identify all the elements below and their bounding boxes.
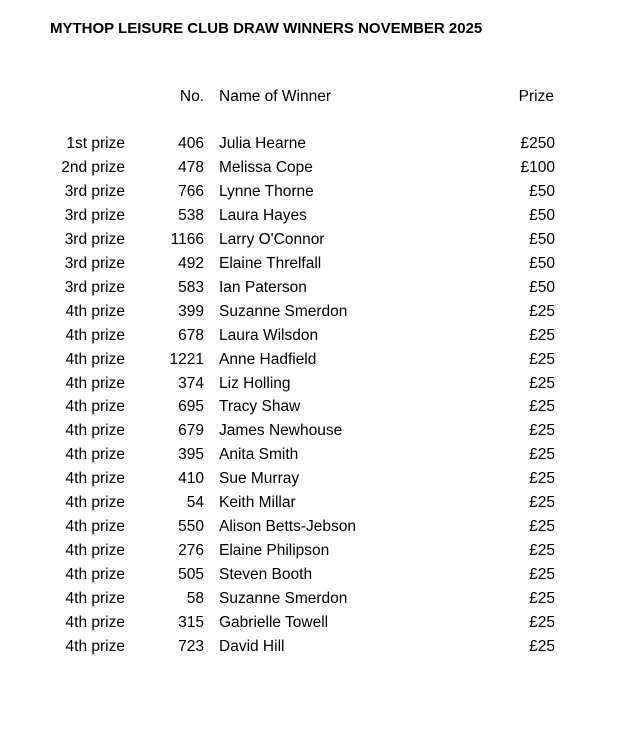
header-number: No. <box>179 88 204 105</box>
table-row <box>0 228 625 252</box>
winner-name-cell: Alison Betts-Jebson <box>219 518 356 536</box>
prize-amount-cell: £25 <box>529 398 555 416</box>
prize-amount-cell: £25 <box>529 446 555 464</box>
table-row <box>0 348 625 372</box>
ticket-number-cell: 399 <box>178 302 204 320</box>
prize-label-cell: 4th prize <box>65 614 125 631</box>
prize-amount-cell: £25 <box>529 518 555 536</box>
winner-name-cell: James Newhouse <box>219 422 343 440</box>
ticket-number-cell: 1166 <box>170 230 204 248</box>
table-row <box>0 395 625 419</box>
prize-amount-cell: £25 <box>529 614 555 631</box>
table-row <box>0 252 625 276</box>
winner-name-cell: David Hill <box>219 637 285 655</box>
prize-label-cell: 3rd prize <box>64 230 125 248</box>
winner-name-cell: Suzanne Smerdon <box>219 590 348 608</box>
prize-amount-cell: £50 <box>529 278 555 296</box>
winner-name-cell: Keith Millar <box>219 494 296 512</box>
table-row <box>0 587 625 611</box>
prize-label-cell: 3rd prize <box>64 278 125 296</box>
prize-amount-cell: £25 <box>529 637 555 655</box>
prize-amount-cell: £50 <box>529 230 555 248</box>
ticket-number-cell: 550 <box>178 518 204 536</box>
ticket-number-cell: 58 <box>186 590 204 608</box>
winner-name-cell: Julia Hearne <box>219 135 307 152</box>
table-row <box>0 204 625 228</box>
prize-label-cell: 4th prize <box>65 302 125 320</box>
ticket-number-cell: 410 <box>178 470 204 488</box>
table-row <box>0 635 625 659</box>
ticket-number-cell: 276 <box>178 542 204 560</box>
winner-name-cell: Ian Paterson <box>219 278 307 296</box>
table-row <box>0 276 625 300</box>
winner-name-cell: Suzanne Smerdon <box>219 302 348 320</box>
table-row <box>0 324 625 348</box>
winner-name-cell: Anita Smith <box>219 446 299 464</box>
ticket-number-cell: 723 <box>178 637 204 655</box>
prize-label-cell: 3rd prize <box>64 254 125 272</box>
prize-label-cell: 2nd prize <box>61 158 125 176</box>
ticket-number-cell: 766 <box>178 182 204 200</box>
ticket-number-cell: 54 <box>186 494 204 512</box>
header-name: Name of Winner <box>219 88 331 105</box>
header-prize: Prize <box>518 88 554 105</box>
table-row <box>0 491 625 515</box>
prize-label-cell: 4th prize <box>65 637 125 655</box>
prize-amount-cell: £100 <box>520 158 555 176</box>
ticket-number-cell: 678 <box>178 326 204 344</box>
ticket-number-cell: 478 <box>178 158 204 176</box>
ticket-number-cell: 679 <box>178 422 204 440</box>
prize-amount-cell: £25 <box>529 590 555 608</box>
prize-amount-cell: £25 <box>529 326 555 344</box>
prize-label-cell: 4th prize <box>65 350 125 368</box>
table-row <box>0 419 625 443</box>
table-row <box>0 132 625 156</box>
prize-label-cell: 4th prize <box>65 518 125 536</box>
prize-label-cell: 4th prize <box>65 470 125 488</box>
ticket-number-cell: 315 <box>178 614 204 631</box>
prize-label-cell: 4th prize <box>65 422 125 440</box>
prize-amount-cell: £250 <box>520 135 555 152</box>
prize-label-cell: 1st prize <box>66 135 125 152</box>
table-row <box>0 443 625 467</box>
ticket-number-cell: 374 <box>178 374 204 392</box>
ticket-number-cell: 583 <box>178 278 204 296</box>
ticket-number-cell: 1221 <box>169 350 204 368</box>
prize-label-cell: 4th prize <box>65 326 125 344</box>
winner-name-cell: Tracy Shaw <box>219 398 301 416</box>
winner-name-cell: Liz Holling <box>219 374 291 392</box>
prize-label-cell: 4th prize <box>65 494 125 512</box>
ticket-number-cell: 695 <box>178 398 204 416</box>
prize-amount-cell: £25 <box>529 374 555 392</box>
table-row <box>0 372 625 396</box>
prize-amount-cell: £50 <box>529 254 555 272</box>
winner-name-cell: Larry O'Connor <box>219 230 325 248</box>
table-header-row <box>0 85 625 109</box>
table-row <box>0 300 625 324</box>
winner-name-cell: Melissa Cope <box>219 158 313 176</box>
table-row <box>0 611 625 635</box>
table-row <box>0 563 625 587</box>
prize-label-cell: 4th prize <box>65 446 125 464</box>
prize-amount-cell: £25 <box>529 470 555 488</box>
table-row <box>0 539 625 563</box>
prize-label-cell: 4th prize <box>65 374 125 392</box>
prize-amount-cell: £25 <box>529 350 555 368</box>
prize-label-cell: 4th prize <box>65 398 125 416</box>
winner-name-cell: Lynne Thorne <box>219 182 314 200</box>
winner-name-cell: Elaine Philipson <box>219 542 330 560</box>
ticket-number-cell: 538 <box>178 206 204 224</box>
page-title: MYTHOP LEISURE CLUB DRAW WINNERS NOVEMBER 2025 <box>50 20 483 37</box>
table-row <box>0 515 625 539</box>
winner-name-cell: Elaine Threlfall <box>219 254 322 272</box>
ticket-number-cell: 492 <box>178 254 204 272</box>
ticket-number-cell: 406 <box>178 135 204 152</box>
winner-name-cell: Anne Hadfield <box>219 350 317 368</box>
prize-amount-cell: £25 <box>529 494 555 512</box>
prize-label-cell: 4th prize <box>65 590 125 608</box>
winner-name-cell: Sue Murray <box>219 470 300 488</box>
prize-label-cell: 3rd prize <box>64 182 125 200</box>
winner-name-cell: Laura Wilsdon <box>219 326 319 344</box>
prize-amount-cell: £25 <box>529 422 555 440</box>
winner-name-cell: Gabrielle Towell <box>219 614 329 631</box>
table-row <box>0 180 625 204</box>
ticket-number-cell: 505 <box>178 566 204 584</box>
prize-label-cell: 3rd prize <box>64 206 125 224</box>
prize-label-cell: 4th prize <box>65 566 125 584</box>
prize-amount-cell: £25 <box>529 566 555 584</box>
prize-amount-cell: £50 <box>529 206 555 224</box>
ticket-number-cell: 395 <box>178 446 204 464</box>
table-row <box>0 156 625 180</box>
table-row <box>0 467 625 491</box>
winner-name-cell: Laura Hayes <box>219 206 307 224</box>
prize-amount-cell: £50 <box>529 182 555 200</box>
winner-name-cell: Steven Booth <box>219 566 313 584</box>
prize-amount-cell: £25 <box>529 542 555 560</box>
prize-label-cell: 4th prize <box>65 542 125 560</box>
prize-amount-cell: £25 <box>529 302 555 320</box>
